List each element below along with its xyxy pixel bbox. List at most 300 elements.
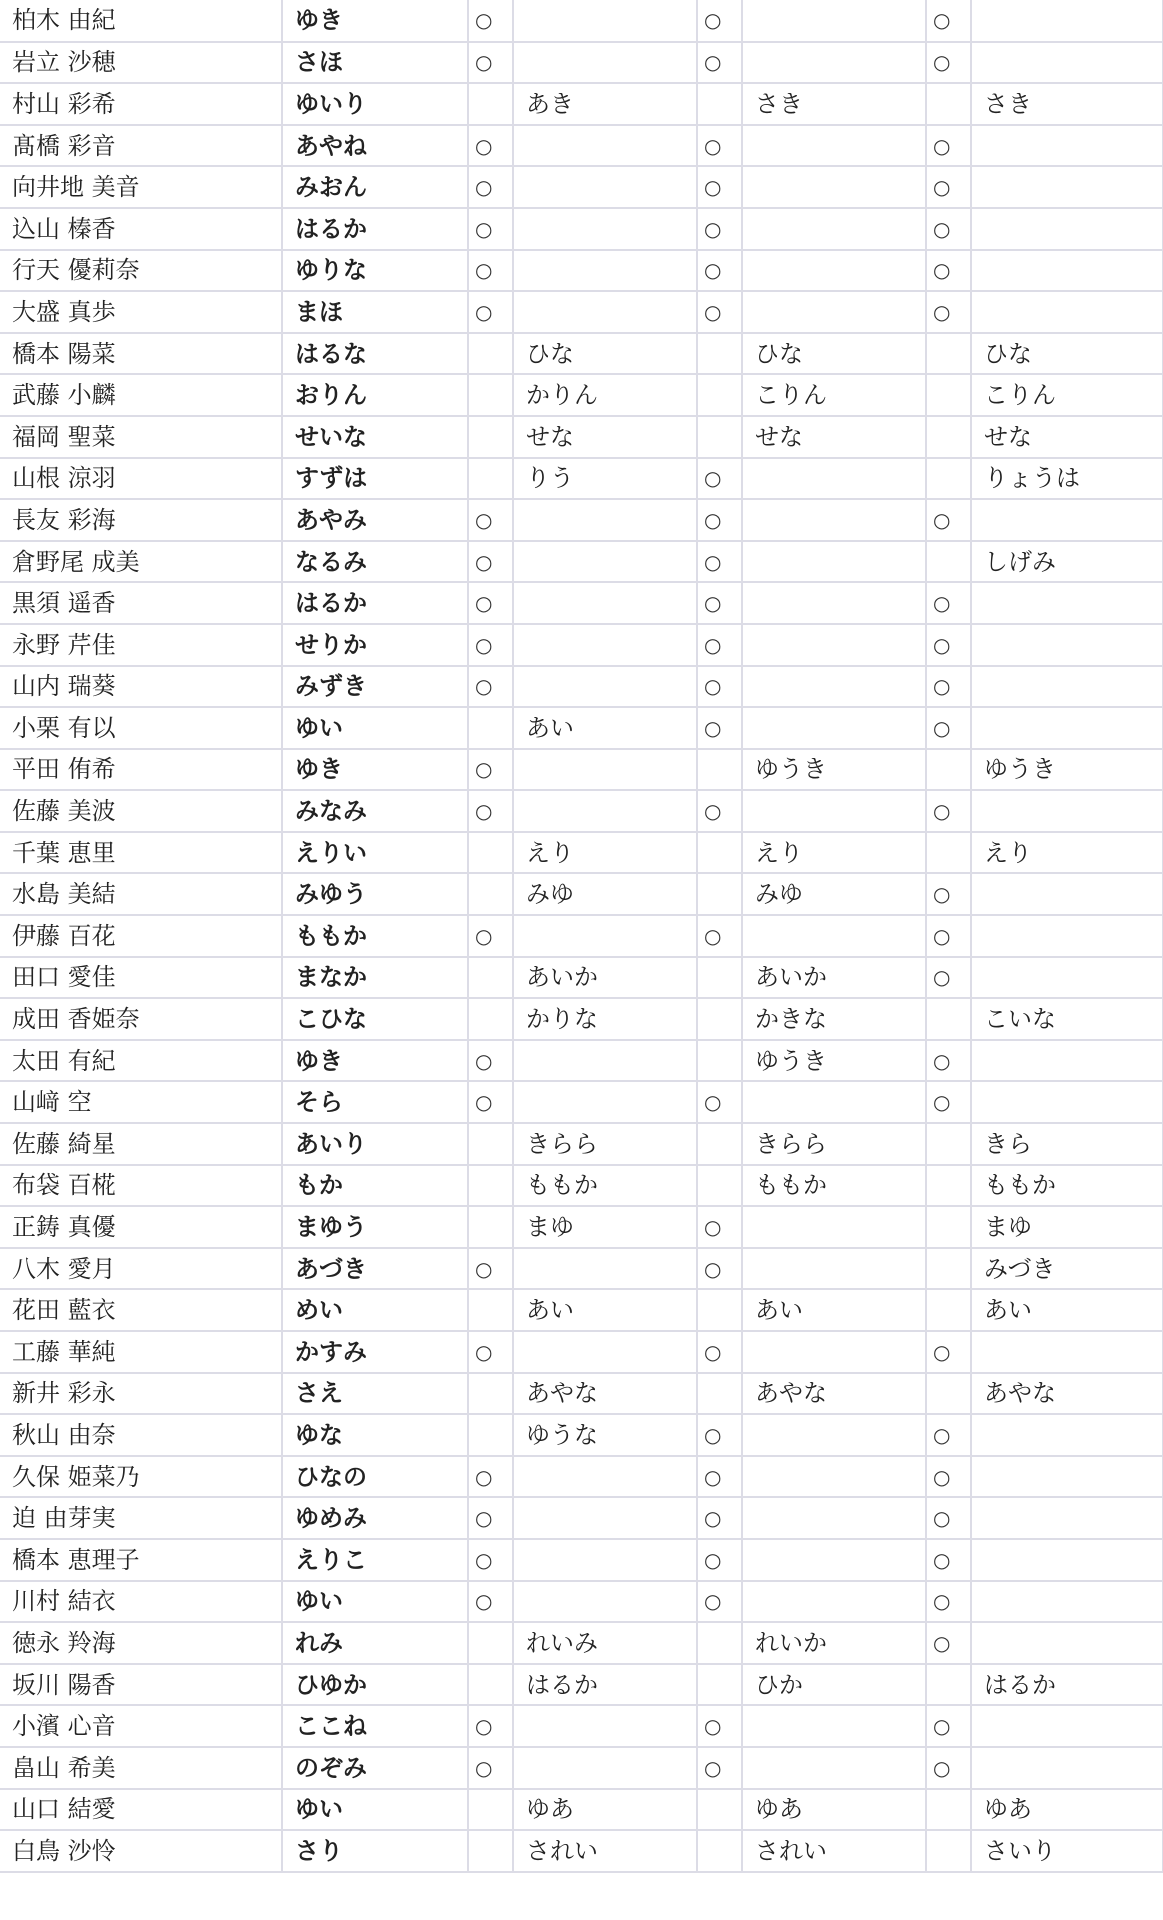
answer-2-reading-cell: [742, 1331, 926, 1373]
answer-2-mark-cell: ○: [697, 1414, 742, 1456]
answer-2-reading-cell: [742, 0, 926, 42]
correct-reading-cell: ゆき: [282, 0, 468, 42]
correct-reading-cell: ゆい: [282, 707, 468, 749]
answer-3-mark-cell: ○: [926, 915, 971, 957]
table-row: [0, 1414, 1163, 1456]
answer-2-mark-cell: [697, 1664, 742, 1706]
answer-3-reading-cell: [971, 250, 1163, 292]
answer-2-reading-cell: [742, 541, 926, 583]
correct-reading-cell: ゆい: [282, 1789, 468, 1831]
answer-3-reading-cell: あい: [971, 1289, 1163, 1331]
answer-1-mark-cell: [468, 374, 513, 416]
answer-2-reading-cell: みゆ: [742, 873, 926, 915]
answer-3-reading-cell: [971, 873, 1163, 915]
table-row: [0, 957, 1163, 999]
answer-2-reading-cell: ひな: [742, 333, 926, 375]
table-row: [0, 83, 1163, 125]
table-row: [0, 499, 1163, 541]
answer-2-reading-cell: [742, 499, 926, 541]
correct-reading-cell: かすみ: [282, 1331, 468, 1373]
table-row: [0, 1747, 1163, 1789]
answer-2-reading-cell: [742, 458, 926, 500]
correct-reading-cell: ゆりな: [282, 250, 468, 292]
answer-2-mark-cell: ○: [697, 1206, 742, 1248]
answer-1-mark-cell: [468, 1123, 513, 1165]
answer-2-reading-cell: [742, 42, 926, 84]
answer-2-mark-cell: [697, 374, 742, 416]
answer-2-reading-cell: [742, 1539, 926, 1581]
member-name-cell: 山根 涼羽: [0, 458, 282, 500]
answer-2-reading-cell: [742, 1497, 926, 1539]
answer-2-reading-cell: [742, 125, 926, 167]
answer-3-mark-cell: [926, 1165, 971, 1207]
answer-3-reading-cell: [971, 957, 1163, 999]
answer-3-reading-cell: えり: [971, 832, 1163, 874]
member-name-cell: 小濱 心音: [0, 1705, 282, 1747]
answer-1-reading-cell: れいみ: [513, 1622, 697, 1664]
answer-3-reading-cell: [971, 42, 1163, 84]
answer-2-reading-cell: [742, 1747, 926, 1789]
correct-reading-cell: ゆき: [282, 749, 468, 791]
answer-2-mark-cell: ○: [697, 1539, 742, 1581]
correct-reading-cell: あやね: [282, 125, 468, 167]
answer-3-mark-cell: ○: [926, 707, 971, 749]
table-row: [0, 250, 1163, 292]
answer-2-mark-cell: [697, 957, 742, 999]
answer-1-mark-cell: ○: [468, 666, 513, 708]
answer-3-reading-cell: [971, 291, 1163, 333]
answer-3-mark-cell: [926, 83, 971, 125]
answer-2-mark-cell: [697, 998, 742, 1040]
member-name-cell: 成田 香姫奈: [0, 998, 282, 1040]
answer-1-mark-cell: ○: [468, 499, 513, 541]
answer-1-reading-cell: [513, 499, 697, 541]
table-row: [0, 1331, 1163, 1373]
answer-2-reading-cell: きらら: [742, 1123, 926, 1165]
correct-reading-cell: さほ: [282, 42, 468, 84]
answer-2-reading-cell: [742, 166, 926, 208]
correct-reading-cell: ゆめみ: [282, 1497, 468, 1539]
correct-reading-cell: おりん: [282, 374, 468, 416]
answer-1-mark-cell: [468, 1165, 513, 1207]
answer-2-mark-cell: ○: [697, 707, 742, 749]
correct-reading-cell: さり: [282, 1830, 468, 1872]
table-row: [0, 1081, 1163, 1123]
correct-reading-cell: せいな: [282, 416, 468, 458]
table-row: [0, 291, 1163, 333]
member-name-cell: 徳永 羚海: [0, 1622, 282, 1664]
correct-reading-cell: ゆき: [282, 1040, 468, 1082]
member-name-cell: 柏木 由紀: [0, 0, 282, 42]
answer-1-mark-cell: ○: [468, 749, 513, 791]
member-name-cell: 新井 彩永: [0, 1373, 282, 1415]
answer-3-reading-cell: さき: [971, 83, 1163, 125]
answer-2-mark-cell: ○: [697, 250, 742, 292]
answer-2-mark-cell: [697, 749, 742, 791]
answer-3-mark-cell: ○: [926, 42, 971, 84]
answer-3-mark-cell: [926, 416, 971, 458]
answer-1-reading-cell: ゆあ: [513, 1789, 697, 1831]
table-row: [0, 1830, 1163, 1872]
answer-3-reading-cell: [971, 1622, 1163, 1664]
correct-reading-cell: あやみ: [282, 499, 468, 541]
answer-2-mark-cell: ○: [697, 541, 742, 583]
answer-1-reading-cell: かりな: [513, 998, 697, 1040]
answer-1-mark-cell: [468, 873, 513, 915]
answer-3-mark-cell: ○: [926, 624, 971, 666]
answer-3-mark-cell: ○: [926, 291, 971, 333]
answer-1-reading-cell: [513, 1040, 697, 1082]
member-name-cell: 福岡 聖菜: [0, 416, 282, 458]
answer-1-reading-cell: ももか: [513, 1165, 697, 1207]
answer-1-mark-cell: ○: [468, 1456, 513, 1498]
answer-1-reading-cell: [513, 1497, 697, 1539]
table-row: [0, 1789, 1163, 1831]
member-name-cell: 橋本 恵理子: [0, 1539, 282, 1581]
answer-1-reading-cell: あやな: [513, 1373, 697, 1415]
correct-reading-cell: はるな: [282, 333, 468, 375]
answer-2-mark-cell: ○: [697, 1581, 742, 1623]
answer-3-mark-cell: [926, 1123, 971, 1165]
answer-1-reading-cell: [513, 250, 697, 292]
answer-1-reading-cell: [513, 208, 697, 250]
answer-2-mark-cell: ○: [697, 1497, 742, 1539]
table-row: [0, 458, 1163, 500]
answer-3-reading-cell: ゆあ: [971, 1789, 1163, 1831]
answer-1-mark-cell: ○: [468, 790, 513, 832]
correct-reading-cell: こひな: [282, 998, 468, 1040]
answer-3-mark-cell: ○: [926, 208, 971, 250]
answer-2-reading-cell: [742, 582, 926, 624]
member-name-cell: 工藤 華純: [0, 1331, 282, 1373]
answer-1-reading-cell: [513, 1081, 697, 1123]
answer-3-mark-cell: ○: [926, 166, 971, 208]
answer-1-mark-cell: ○: [468, 1040, 513, 1082]
answer-3-mark-cell: [926, 458, 971, 500]
table-row: [0, 416, 1163, 458]
answer-3-mark-cell: [926, 749, 971, 791]
answer-3-reading-cell: [971, 582, 1163, 624]
answer-2-reading-cell: ゆあ: [742, 1789, 926, 1831]
correct-reading-cell: さえ: [282, 1373, 468, 1415]
answer-2-reading-cell: [742, 707, 926, 749]
correct-reading-cell: ひなの: [282, 1456, 468, 1498]
member-name-cell: 水島 美結: [0, 873, 282, 915]
member-name-cell: 八木 愛月: [0, 1248, 282, 1290]
member-name-cell: 行天 優莉奈: [0, 250, 282, 292]
table-row: [0, 1206, 1163, 1248]
answer-2-mark-cell: [697, 832, 742, 874]
answer-3-reading-cell: [971, 1081, 1163, 1123]
answer-2-reading-cell: [742, 1414, 926, 1456]
answer-2-reading-cell: こりん: [742, 374, 926, 416]
member-name-cell: 小栗 有以: [0, 707, 282, 749]
member-name-cell: 坂川 陽香: [0, 1664, 282, 1706]
answer-1-reading-cell: [513, 291, 697, 333]
correct-reading-cell: まほ: [282, 291, 468, 333]
answer-1-reading-cell: [513, 1331, 697, 1373]
answer-1-mark-cell: [468, 1622, 513, 1664]
answer-1-reading-cell: [513, 0, 697, 42]
answer-2-reading-cell: あいか: [742, 957, 926, 999]
answer-1-reading-cell: [513, 624, 697, 666]
answer-3-mark-cell: ○: [926, 1456, 971, 1498]
correct-reading-cell: えりこ: [282, 1539, 468, 1581]
correct-reading-cell: れみ: [282, 1622, 468, 1664]
answer-3-mark-cell: ○: [926, 1414, 971, 1456]
answer-2-mark-cell: ○: [697, 915, 742, 957]
table-row: [0, 1165, 1163, 1207]
answer-2-reading-cell: [742, 250, 926, 292]
correct-reading-cell: そら: [282, 1081, 468, 1123]
correct-reading-cell: はるか: [282, 582, 468, 624]
answer-2-reading-cell: さき: [742, 83, 926, 125]
answer-1-mark-cell: ○: [468, 1747, 513, 1789]
answer-1-mark-cell: [468, 707, 513, 749]
answer-2-reading-cell: [742, 291, 926, 333]
correct-reading-cell: はるか: [282, 208, 468, 250]
answer-2-mark-cell: [697, 333, 742, 375]
answer-3-mark-cell: ○: [926, 1539, 971, 1581]
member-name-cell: 大盛 真歩: [0, 291, 282, 333]
answer-3-mark-cell: ○: [926, 873, 971, 915]
answer-1-reading-cell: [513, 749, 697, 791]
answer-1-reading-cell: きらら: [513, 1123, 697, 1165]
answer-1-reading-cell: [513, 541, 697, 583]
answer-1-mark-cell: [468, 998, 513, 1040]
correct-reading-cell: もか: [282, 1165, 468, 1207]
correct-reading-cell: ひゆか: [282, 1664, 468, 1706]
correct-reading-cell: なるみ: [282, 541, 468, 583]
answer-1-mark-cell: [468, 83, 513, 125]
answer-1-reading-cell: ひな: [513, 333, 697, 375]
answer-2-reading-cell: [742, 1248, 926, 1290]
answer-3-mark-cell: ○: [926, 957, 971, 999]
answer-2-reading-cell: ゆうき: [742, 749, 926, 791]
answer-2-mark-cell: [697, 416, 742, 458]
answer-3-reading-cell: [971, 624, 1163, 666]
answer-3-mark-cell: ○: [926, 1497, 971, 1539]
answer-3-reading-cell: [971, 166, 1163, 208]
answer-2-reading-cell: [742, 1705, 926, 1747]
correct-reading-cell: みおん: [282, 166, 468, 208]
answer-2-mark-cell: [697, 1622, 742, 1664]
answer-1-mark-cell: [468, 416, 513, 458]
answer-3-mark-cell: ○: [926, 250, 971, 292]
answer-3-mark-cell: ○: [926, 666, 971, 708]
answer-1-mark-cell: ○: [468, 624, 513, 666]
answer-2-reading-cell: ひか: [742, 1664, 926, 1706]
answer-1-mark-cell: [468, 333, 513, 375]
answer-2-mark-cell: ○: [697, 0, 742, 42]
answer-3-mark-cell: ○: [926, 582, 971, 624]
correct-reading-cell: みゆう: [282, 873, 468, 915]
answer-3-reading-cell: ひな: [971, 333, 1163, 375]
answer-2-mark-cell: ○: [697, 666, 742, 708]
answer-2-mark-cell: ○: [697, 582, 742, 624]
answer-2-reading-cell: [742, 915, 926, 957]
answer-3-mark-cell: ○: [926, 1331, 971, 1373]
answer-3-mark-cell: [926, 1664, 971, 1706]
answer-1-mark-cell: [468, 1206, 513, 1248]
answer-1-reading-cell: [513, 1705, 697, 1747]
answer-2-mark-cell: ○: [697, 1705, 742, 1747]
answer-1-reading-cell: [513, 1581, 697, 1623]
table-row: [0, 1248, 1163, 1290]
answer-3-reading-cell: りょうは: [971, 458, 1163, 500]
table-row: [0, 1456, 1163, 1498]
answer-1-reading-cell: りう: [513, 458, 697, 500]
correct-reading-cell: えりい: [282, 832, 468, 874]
answer-3-reading-cell: [971, 1539, 1163, 1581]
correct-reading-cell: めい: [282, 1289, 468, 1331]
answer-3-mark-cell: [926, 333, 971, 375]
answer-1-mark-cell: ○: [468, 166, 513, 208]
answer-3-reading-cell: [971, 208, 1163, 250]
answer-2-reading-cell: かきな: [742, 998, 926, 1040]
member-name-cell: 佐藤 美波: [0, 790, 282, 832]
answer-1-reading-cell: [513, 1456, 697, 1498]
answer-3-mark-cell: [926, 374, 971, 416]
answer-3-reading-cell: はるか: [971, 1664, 1163, 1706]
answer-1-reading-cell: [513, 582, 697, 624]
answer-3-mark-cell: [926, 1206, 971, 1248]
answer-1-mark-cell: ○: [468, 208, 513, 250]
member-name-cell: 永野 芹佳: [0, 624, 282, 666]
table-row: [0, 624, 1163, 666]
answer-3-mark-cell: ○: [926, 1747, 971, 1789]
answer-1-reading-cell: ゆうな: [513, 1414, 697, 1456]
table-row: [0, 790, 1163, 832]
answer-2-mark-cell: ○: [697, 790, 742, 832]
answer-3-reading-cell: [971, 915, 1163, 957]
answer-2-reading-cell: れいか: [742, 1622, 926, 1664]
answer-1-mark-cell: [468, 1789, 513, 1831]
table-row: [0, 1373, 1163, 1415]
answer-1-mark-cell: ○: [468, 1705, 513, 1747]
answer-3-reading-cell: みづき: [971, 1248, 1163, 1290]
answer-2-mark-cell: ○: [697, 166, 742, 208]
answer-3-reading-cell: [971, 790, 1163, 832]
answer-3-mark-cell: [926, 1789, 971, 1831]
answer-1-reading-cell: されい: [513, 1830, 697, 1872]
answer-1-mark-cell: ○: [468, 125, 513, 167]
answer-3-mark-cell: ○: [926, 1622, 971, 1664]
member-name-cell: 黒須 遥香: [0, 582, 282, 624]
answer-2-mark-cell: ○: [697, 624, 742, 666]
answer-3-mark-cell: [926, 1289, 971, 1331]
answer-1-mark-cell: [468, 458, 513, 500]
answer-2-reading-cell: [742, 1081, 926, 1123]
answer-3-reading-cell: せな: [971, 416, 1163, 458]
table-row: [0, 1581, 1163, 1623]
member-name-cell: 白鳥 沙怜: [0, 1830, 282, 1872]
member-name-cell: 平田 侑希: [0, 749, 282, 791]
table-row: [0, 1622, 1163, 1664]
answer-3-mark-cell: ○: [926, 1040, 971, 1082]
member-name-cell: 佐藤 綺星: [0, 1123, 282, 1165]
answer-1-mark-cell: ○: [468, 1081, 513, 1123]
answer-3-reading-cell: [971, 707, 1163, 749]
answer-3-reading-cell: [971, 1456, 1163, 1498]
answer-3-reading-cell: [971, 499, 1163, 541]
table-row: [0, 1664, 1163, 1706]
answer-2-reading-cell: えり: [742, 832, 926, 874]
member-name-cell: 山内 瑞葵: [0, 666, 282, 708]
answer-1-reading-cell: [513, 1539, 697, 1581]
answer-2-mark-cell: [697, 1830, 742, 1872]
answer-1-mark-cell: ○: [468, 1539, 513, 1581]
answer-3-reading-cell: きら: [971, 1123, 1163, 1165]
table-row: [0, 915, 1163, 957]
member-name-cell: 伊藤 百花: [0, 915, 282, 957]
answer-1-mark-cell: [468, 1664, 513, 1706]
member-name-cell: 込山 榛香: [0, 208, 282, 250]
answer-2-mark-cell: ○: [697, 499, 742, 541]
answer-1-mark-cell: [468, 1414, 513, 1456]
answer-1-reading-cell: [513, 42, 697, 84]
answer-2-mark-cell: ○: [697, 208, 742, 250]
member-name-cell: 布袋 百椛: [0, 1165, 282, 1207]
answer-1-reading-cell: [513, 790, 697, 832]
member-name-cell: 長友 彩海: [0, 499, 282, 541]
answer-2-mark-cell: ○: [697, 291, 742, 333]
member-name-cell: 花田 藍衣: [0, 1289, 282, 1331]
table-row: [0, 374, 1163, 416]
correct-reading-cell: みなみ: [282, 790, 468, 832]
table-row: [0, 832, 1163, 874]
answer-1-reading-cell: [513, 125, 697, 167]
answer-1-mark-cell: ○: [468, 582, 513, 624]
correct-reading-cell: すずは: [282, 458, 468, 500]
answer-3-mark-cell: ○: [926, 790, 971, 832]
correct-reading-cell: あいり: [282, 1123, 468, 1165]
answer-1-reading-cell: [513, 915, 697, 957]
answer-3-reading-cell: [971, 1331, 1163, 1373]
member-name-cell: 武藤 小麟: [0, 374, 282, 416]
member-name-cell: 川村 結衣: [0, 1581, 282, 1623]
answer-3-mark-cell: [926, 1248, 971, 1290]
table-row: [0, 333, 1163, 375]
correct-reading-cell: まゆう: [282, 1206, 468, 1248]
member-name-cell: 向井地 美音: [0, 166, 282, 208]
answer-3-reading-cell: [971, 1497, 1163, 1539]
answer-2-mark-cell: ○: [697, 1456, 742, 1498]
answer-3-mark-cell: ○: [926, 125, 971, 167]
answer-2-mark-cell: [697, 1289, 742, 1331]
table-row: [0, 1539, 1163, 1581]
answer-1-reading-cell: あい: [513, 1289, 697, 1331]
correct-reading-cell: ここね: [282, 1705, 468, 1747]
answer-1-mark-cell: ○: [468, 1248, 513, 1290]
answer-3-reading-cell: [971, 1581, 1163, 1623]
table-row: [0, 1040, 1163, 1082]
answer-1-reading-cell: あい: [513, 707, 697, 749]
answer-1-reading-cell: [513, 1248, 697, 1290]
answer-2-mark-cell: [697, 1123, 742, 1165]
member-name-cell: 正鋳 真優: [0, 1206, 282, 1248]
answer-3-reading-cell: まゆ: [971, 1206, 1163, 1248]
answer-3-reading-cell: [971, 1705, 1163, 1747]
answer-2-reading-cell: [742, 790, 926, 832]
answer-2-mark-cell: ○: [697, 42, 742, 84]
answer-2-mark-cell: [697, 1373, 742, 1415]
member-name-cell: 橋本 陽菜: [0, 333, 282, 375]
member-name-cell: 久保 姫菜乃: [0, 1456, 282, 1498]
answer-1-mark-cell: ○: [468, 42, 513, 84]
answer-2-reading-cell: あやな: [742, 1373, 926, 1415]
correct-reading-cell: ゆいり: [282, 83, 468, 125]
